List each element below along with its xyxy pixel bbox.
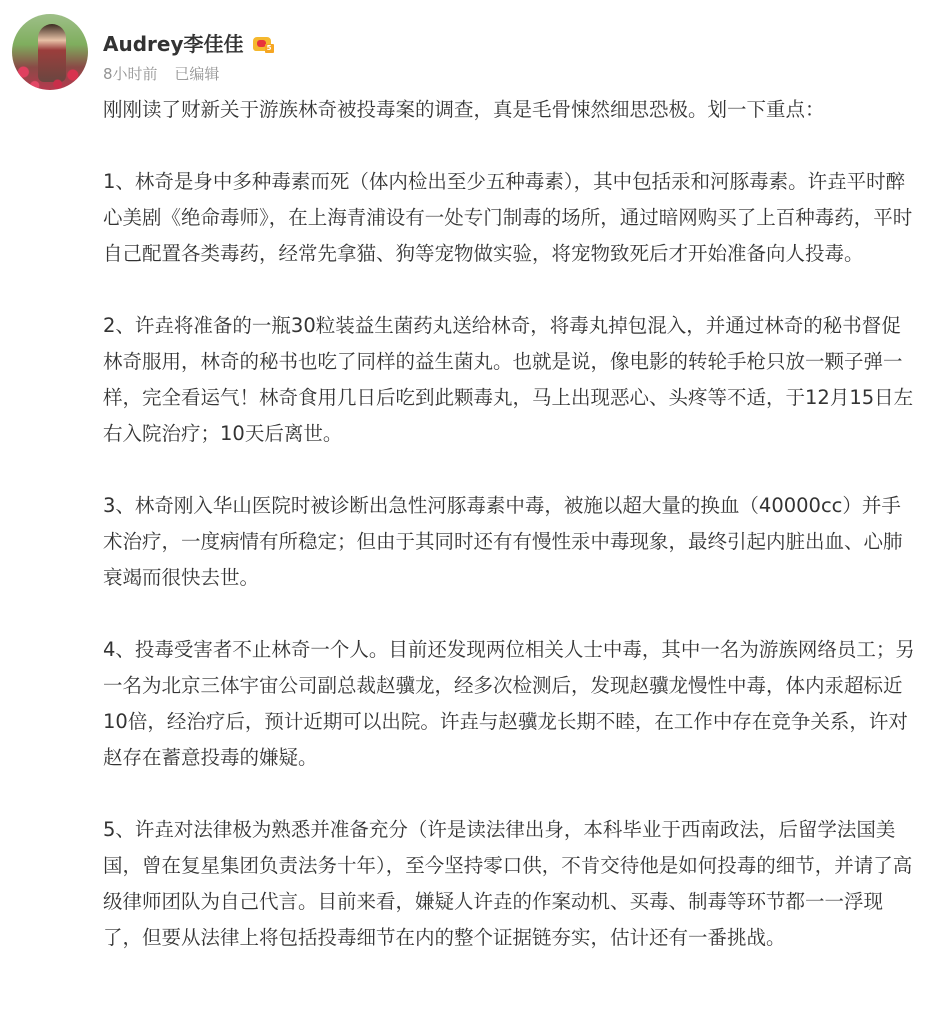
post-point-5: 5、许垚对法律极为熟悉并准备充分（许是读法律出身，本科毕业于西南政法，后留学法国美国，曾在复星集团负责法务十年），至今坚持零口供，不肯交待他是如何投毒的细节，并请了高级律师团队为自己代言。目前来看，嫌疑人许垚的作案动机、买毒、制毒等环节都一一浮现了，但要从法律上将包括投毒细节在内的整个证据链夯实，估计还有一番挑战。: [103, 818, 913, 949]
crown-badge-icon[interactable]: [252, 33, 274, 53]
edited-label[interactable]: 已编辑: [174, 65, 220, 83]
badge-level: 5: [265, 44, 274, 53]
post-point-3: 3、林奇刚入华山医院时被诊断出急性河豚毒素中毒，被施以超大量的换血（40000cc）并手术治疗，一度病情有所稳定；但由于其同时还有有慢性汞中毒现象，最终引起内脏出血、心肺衰竭而很快去世。: [103, 494, 903, 589]
author-avatar[interactable]: [12, 14, 88, 90]
post-time[interactable]: 8小时前: [103, 65, 158, 83]
post-content: [103, 92, 918, 992]
author-name[interactable]: Audrey李佳佳: [103, 32, 244, 56]
post-intro: 刚刚读了财新关于游族林奇被投毒案的调查，真是毛骨悚然细思恐极。划一下重点：: [103, 98, 825, 121]
author-header: [103, 28, 274, 57]
post-point-4: 4、投毒受害者不止林奇一个人。目前还发现两位相关人士中毒，其中一名为游族网络员工；另一名为北京三体宇宙公司副总裁赵骥龙，经多次检测后，发现赵骥龙慢性中毒，体内汞超标近10倍，经治疗后，预计近期可以出院。许垚与赵骥龙长期不睦，在工作中存在竞争关系，许对赵存在蓄意投毒的嫌疑。: [103, 638, 915, 769]
post-point-1: 1、林奇是身中多种毒素而死（体内检出至少五种毒素），其中包括汞和河豚毒素。许垚平时醉心美剧《绝命毒师》，在上海青浦设有一处专门制毒的场所，通过暗网购买了上百种毒药，平时自己配置各类毒药，经常先拿猫、狗等宠物做实验，将宠物致死后才开始准备向人投毒。: [103, 170, 913, 265]
post-point-2: 2、许垚将准备的一瓶30粒装益生菌药丸送给林奇，将毒丸掉包混入，并通过林奇的秘书督促林奇服用，林奇的秘书也吃了同样的益生菌丸。也就是说，像电影的转轮手枪只放一颗子弹一样，完全看运气！林奇食用几日后吃到此颗毒丸，马上出现恶心、头疼等不适，于12月15日左右入院治疗；10天后离世。: [103, 314, 914, 445]
post-meta: [103, 63, 231, 84]
avatar-photo-flowers: [12, 60, 88, 90]
